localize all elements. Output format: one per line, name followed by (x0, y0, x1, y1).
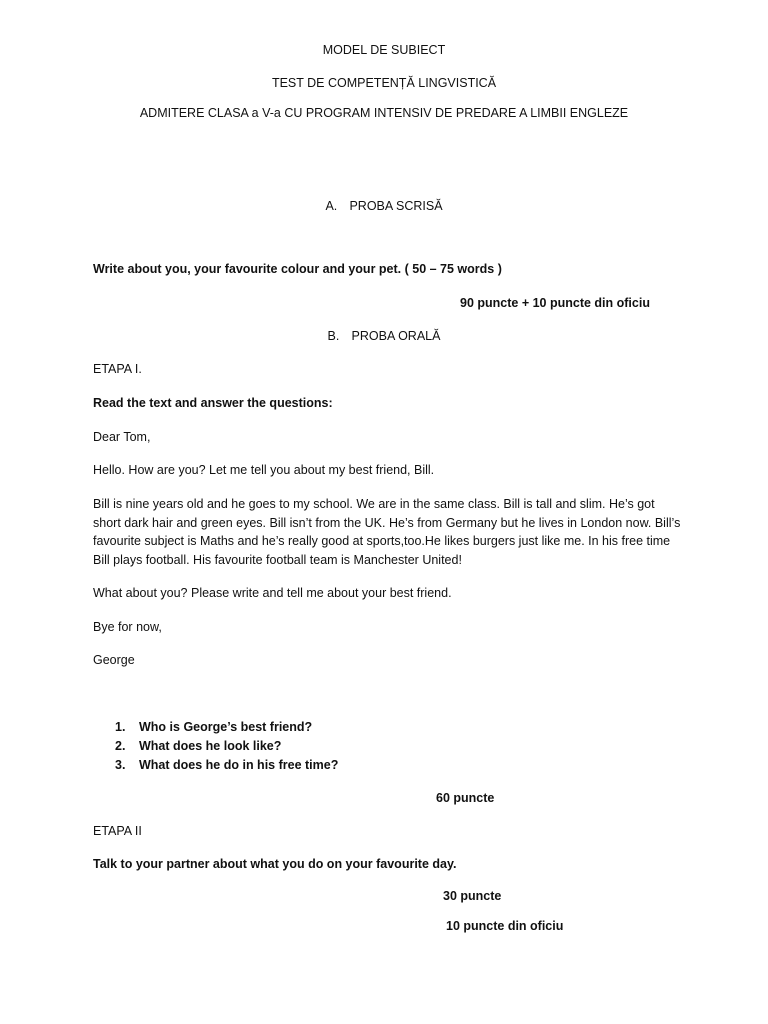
question-item (115, 718, 338, 737)
section-b-letter: B. (327, 329, 340, 343)
etapa-2-points: 30 puncte (443, 889, 502, 903)
etapa-1-label: ETAPA I. (93, 362, 142, 376)
letter-closing: Bye for now, (93, 620, 162, 634)
header-admission: ADMITERE CLASA a V-a CU PROGRAM INTENSIV DE PREDARE A LIMBII ENGLEZE (139, 106, 629, 120)
question-list (115, 718, 338, 775)
letter-paragraph-3: What about you? Please write and tell me about your best friend. (93, 586, 452, 600)
letter-paragraph-2: Bill is nine years old and he goes to my school. We are in the same class. Bill is tall and slim. He’s got short dark hair and green eyes. Bill isn’t from the UK. He’s from Germany but he lives in London now. Bill’s favourite subject is Maths and he’s really good at sports,too.He likes burgers just like me. In his free time Bill plays football. His favourite football team is Manchester United! (93, 497, 681, 567)
section-a-points: 90 puncte + 10 puncte din oficiu (460, 296, 650, 310)
question-number: 3. (115, 758, 126, 772)
section-a-heading (0, 199, 768, 214)
etapa-2-task: Talk to your partner about what you do on your favourite day. (93, 857, 457, 871)
question-item (115, 737, 338, 756)
question-number: 1. (115, 720, 126, 734)
section-b-heading (0, 329, 768, 344)
question-item (115, 756, 338, 775)
question-text: Who is George’s best friend? (139, 720, 313, 734)
question-text: What does he do in his free time? (139, 758, 339, 772)
section-b-title: PROBA ORALĂ (351, 329, 441, 343)
reading-instruction: Read the text and answer the questions: (93, 396, 333, 410)
letter-signature: George (93, 653, 135, 667)
section-a-task: Write about you, your favourite colour and your pet. ( 50 – 75 words ) (93, 262, 502, 276)
header-model: MODEL DE SUBIECT (322, 43, 446, 57)
letter-greeting: Dear Tom, (93, 430, 151, 444)
etapa-1-points: 60 puncte (436, 791, 495, 805)
question-text: What does he look like? (139, 739, 282, 753)
section-a-letter: A. (325, 199, 338, 213)
oficiu-points: 10 puncte din oficiu (446, 919, 564, 933)
section-a-title: PROBA SCRISĂ (349, 199, 443, 213)
etapa-2-label: ETAPA II (93, 824, 142, 838)
header-test-title: TEST DE COMPETENȚĂ LINGVISTICĂ (271, 76, 497, 90)
question-number: 2. (115, 739, 126, 753)
letter-paragraph-1: Hello. How are you? Let me tell you about my best friend, Bill. (93, 463, 435, 477)
